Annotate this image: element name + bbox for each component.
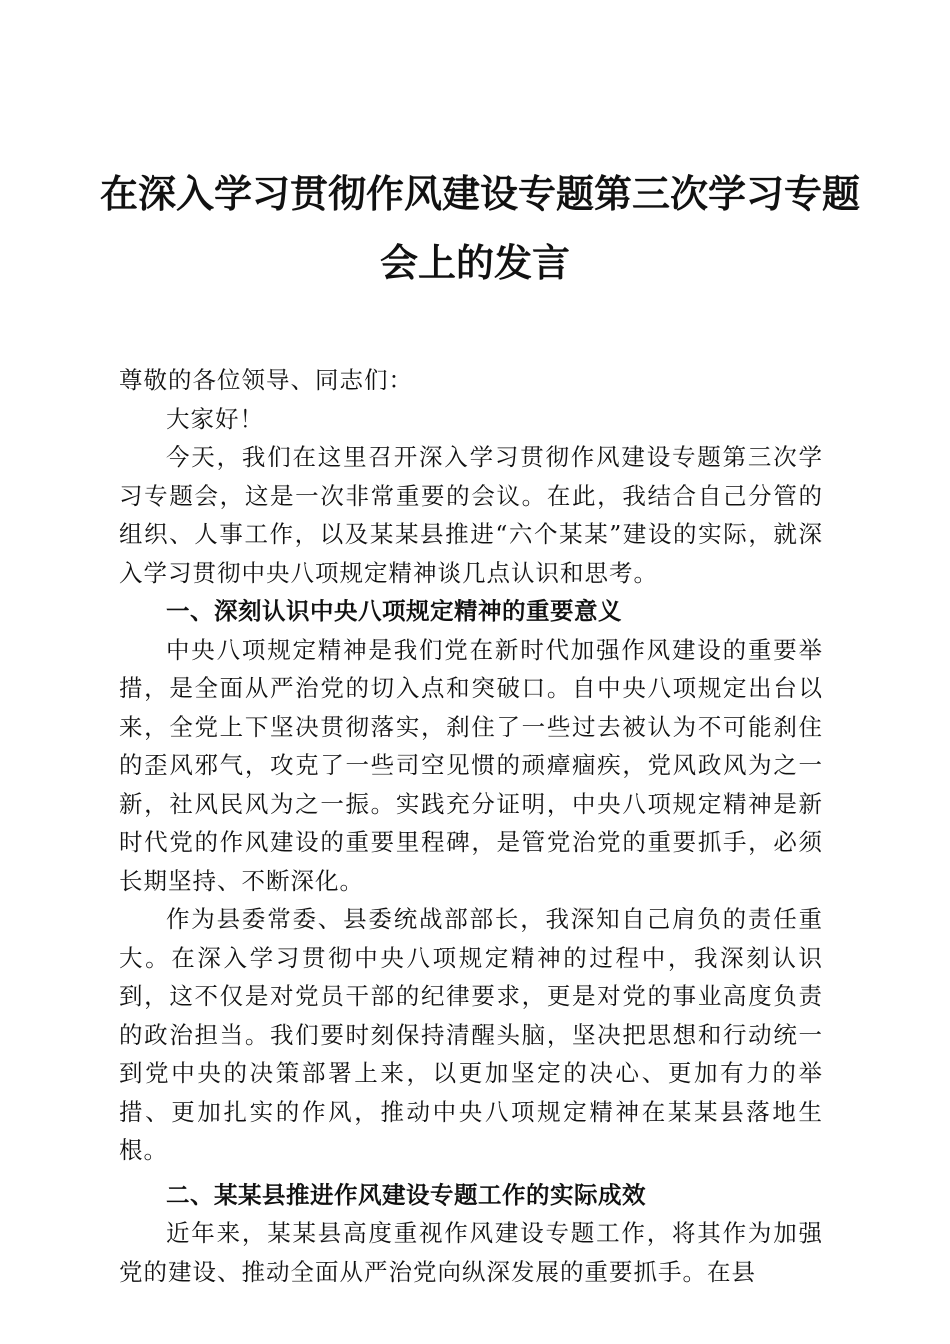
- section-2-heading: 二、某某县推进作风建设专题工作的实际成效: [166, 1180, 646, 1209]
- greeting: 大家好！: [166, 404, 264, 433]
- document-title-line-1: 在深入学习贯彻作风建设专题第三次学习专题: [100, 171, 861, 216]
- section-1-heading: 一、深刻认识中央八项规定精神的重要意义: [166, 597, 622, 625]
- section-1-paragraph-2: 作为县委常委、县委统战部部长，我深知自己肩负的责任重大。在深入学习贯彻中央八项规定精神的过程中，我深刻认识到，这不仅是对党员干部的纪律要求，更是对党的事业高度负责的政治担当。我们要时刻保持清醒头脑，坚决把思想和行动统一到党中央的决策部署上来，以更加坚定的决心、更加有力的举措、更加扎实的作风，推动中央八项规定精神在某某县落地生根。: [119, 905, 823, 1164]
- salutation: 尊敬的各位领导、同志们：: [119, 366, 413, 394]
- section-2-paragraph-1: 近年来，某某县高度重视作风建设专题工作，将其作为加强党的建设、推动全面从严治党向纵深发展的重要抓手。在县: [119, 1219, 823, 1286]
- section-1-paragraph-1: 中央八项规定精神是我们党在新时代加强作风建设的重要举措，是全面从严治党的切入点和突破口。自中央八项规定出台以来，全党上下坚决贯彻落实，刹住了一些过去被认为不可能刹住的歪风邪气，攻克了一些司空见惯的顽瘴痼疾，党风政风为之一新，社风民风为之一振。实践充分证明，中央八项规定精神是新时代党的作风建设的重要里程碑，是管党治党的重要抓手，必须长期坚持、不断深化。: [119, 635, 823, 895]
- intro-paragraph: 今天，我们在这里召开深入学习贯彻作风建设专题第三次学习专题会，这是一次非常重要的会议。在此，我结合自己分管的组织、人事工作，以及某某县推进“六个某某”建设的实际，就深入学习贯彻中央八项规定精神谈几点认识和思考。: [119, 443, 823, 587]
- document-title-line-2: 会上的发言: [379, 240, 570, 285]
- document-body: [119, 361, 823, 1291]
